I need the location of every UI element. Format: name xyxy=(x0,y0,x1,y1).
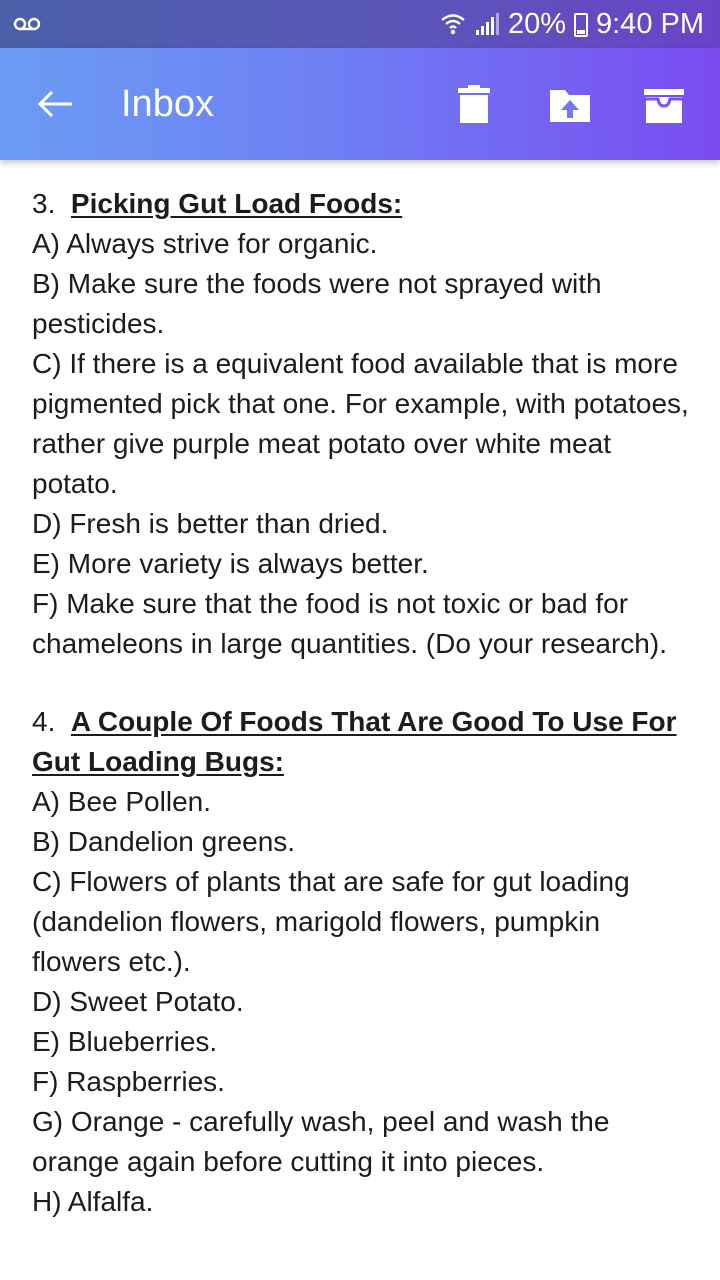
section-number: 3. xyxy=(32,188,56,219)
list-item: D) Sweet Potato. xyxy=(32,986,244,1017)
battery-percent: 20% xyxy=(507,7,566,40)
move-to-folder-icon[interactable] xyxy=(548,84,592,128)
list-item: C) Flowers of plants that are safe for gut loading (dandelion flowers, marigold flowers, pumpkin flowers etc.). xyxy=(32,866,630,977)
archive-icon[interactable] xyxy=(642,84,686,128)
section-heading xyxy=(32,184,692,224)
section-title: A Couple Of Foods That Are Good To Use For Gut Loading Bugs: xyxy=(32,706,677,777)
list-item: D) Fresh is better than dried. xyxy=(32,508,389,539)
status-indicators xyxy=(440,0,704,48)
section-number: 4. xyxy=(32,706,56,737)
list-item: G) Orange - carefully wash, peel and wash the orange again before cutting it into pieces. xyxy=(32,1106,610,1177)
list-item: A) Always strive for organic. xyxy=(32,228,378,259)
section-3 xyxy=(32,184,692,664)
list-item: B) Make sure the foods were not sprayed with pesticides. xyxy=(32,268,602,339)
list-item: E) Blueberries. xyxy=(32,1026,218,1057)
list-item: C) If there is a equivalent food available that is more pigmented pick that one. For example, with potatoes, rather give purple meat potato over white meat potato. xyxy=(32,348,689,499)
back-arrow-icon[interactable] xyxy=(34,82,78,126)
section-4 xyxy=(32,702,692,1222)
wifi-icon xyxy=(440,11,466,37)
battery-icon xyxy=(574,13,588,37)
page-title: Inbox xyxy=(121,83,214,125)
status-bar xyxy=(0,0,720,48)
list-item: H) Alfalfa. xyxy=(32,1186,154,1217)
message-body xyxy=(32,184,692,1222)
list-item: F) Make sure that the food is not toxic or bad for chameleons in large quantities. (Do your research). xyxy=(32,588,667,659)
list-item: F) Raspberries. xyxy=(32,1066,225,1097)
list-item: A) Bee Pollen. xyxy=(32,786,211,817)
section-heading xyxy=(32,702,692,782)
voicemail-icon xyxy=(12,14,42,34)
paragraph-spacer xyxy=(32,664,692,702)
list-item: E) More variety is always better. xyxy=(32,548,429,579)
app-bar xyxy=(0,48,720,160)
section-title: Picking Gut Load Foods: xyxy=(70,188,403,219)
clock: 9:40 PM xyxy=(596,7,704,40)
signal-icon xyxy=(474,11,500,37)
delete-icon[interactable] xyxy=(452,84,496,128)
list-item: B) Dandelion greens. xyxy=(32,826,296,857)
